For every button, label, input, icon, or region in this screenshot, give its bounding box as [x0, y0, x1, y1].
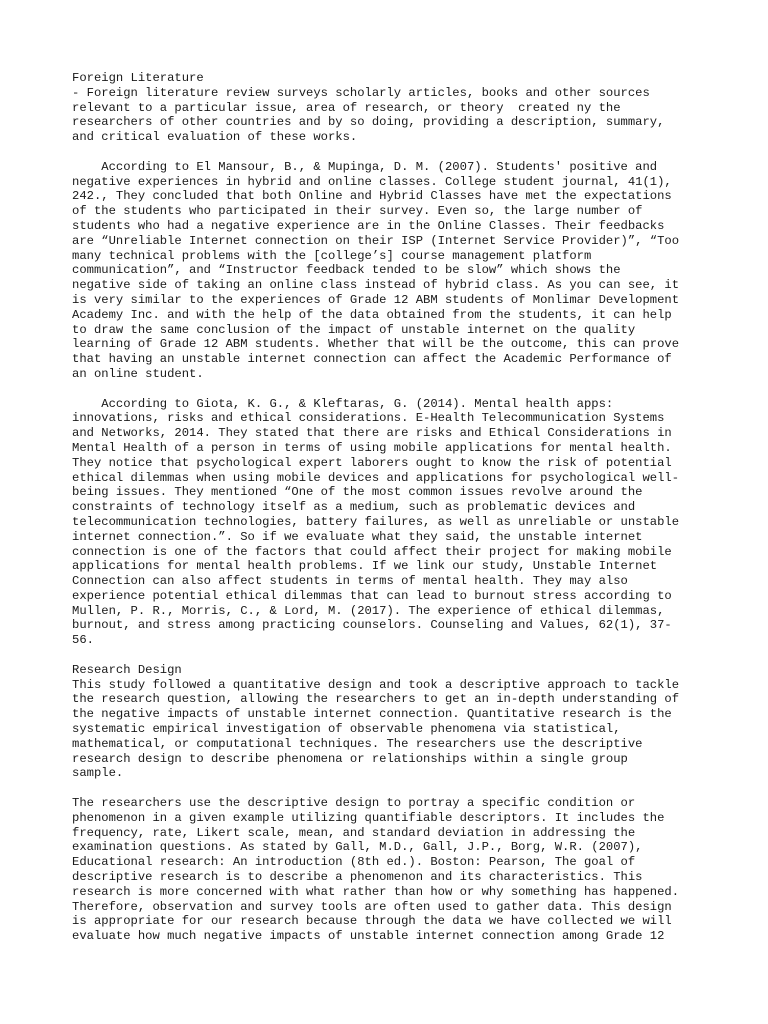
text-line: evaluate how much negative impacts of unstable internet connection among Grade 12 [72, 929, 665, 944]
document-page [72, 71, 712, 944]
text-line: Foreign Literature [72, 71, 204, 85]
text-line: The researchers use the descriptive design to portray a specific condition or [72, 796, 636, 811]
paragraph-spacer [72, 781, 712, 796]
text-line: students who had a negative experience are in the Online Classes. Their feedbacks [72, 218, 665, 233]
text-line: experience potential ethical dilemmas that can lead to burnout stress according to [72, 588, 672, 603]
text-line: many technical problems with the [college’s] course management platform [72, 248, 592, 263]
text-line: 56. [72, 633, 94, 648]
paragraph-spacer [72, 648, 712, 663]
paragraph-foreign-literature-definition [72, 86, 712, 145]
text-line: and Networks, 2014. They stated that there are risks and Ethical Considerations in [72, 426, 672, 441]
text-line: research is more concerned with what rather than how or why something has happened. [72, 884, 680, 899]
paragraph-spacer [72, 145, 712, 160]
text-line: phenomenon in a given example utilizing quantifiable descriptors. It includes the [72, 810, 665, 825]
section-heading-research-design: Research Design [72, 662, 182, 677]
text-line: are “Unreliable Internet connection on their ISP (Internet Service Provider)”, “Too [72, 233, 680, 248]
text-line: applications for mental health problems. If we link our study, Unstable Internet [72, 559, 658, 574]
paragraph-el-mansour [72, 160, 712, 382]
text-line: and critical evaluation of these works. [72, 130, 358, 145]
text-line: internet connection.”. So if we evaluate what they said, the unstable internet [72, 529, 643, 544]
text-line: negative side of taking an online class instead of hybrid class. As you can see, it [72, 278, 680, 293]
text-line: systematic empirical investigation of observable phenomena via statistical, [72, 722, 621, 737]
section-heading-foreign-literature [72, 71, 712, 86]
text-line: to draw the same conclusion of the impact of unstable internet on the quality [72, 322, 636, 337]
text-line: research design to describe phenomena or relationships within a single group [72, 751, 628, 766]
text-line: - Foreign literature review surveys scholarly articles, books and other sources [72, 85, 650, 100]
text-line: of the students who participated in their survey. Even so, the large number of [72, 204, 643, 219]
text-line: descriptive research is to describe a phenomenon and its characteristics. This [72, 870, 643, 885]
text-line: an online student. [72, 366, 204, 381]
text-line: learning of Grade 12 ABM students. Whether that will be the outcome, this can prove [72, 337, 680, 352]
paragraph-giota [72, 397, 712, 649]
paragraph-research-design [72, 663, 712, 781]
text-line: negative experiences in hybrid and online classes. College student journal, 41(1), [72, 174, 672, 189]
text-line: They notice that psychological expert laborers ought to know the risk of potential [72, 455, 672, 470]
paragraph-spacer [72, 382, 712, 397]
text-line: According to El Mansour, B., & Mupinga, D. M. (2007). Students' positive and [72, 159, 658, 174]
text-line: communication”, and “Instructor feedback tended to be slow” which shows the [72, 263, 621, 278]
text-line: mathematical, or computational techniques. The researchers use the descriptive [72, 736, 643, 751]
text-line: is appropriate for our research because through the data we have collected we will [72, 914, 672, 929]
text-line: ethical dilemmas when using mobile devices and applications for psychological well- [72, 470, 680, 485]
text-line: Academy Inc. and with the help of the data obtained from the students, it can help [72, 307, 672, 322]
text-line: that having an unstable internet connection can affect the Academic Performance of [72, 352, 672, 367]
text-line: innovations, risks and ethical considerations. E-Health Telecommunication Systems [72, 411, 665, 426]
text-line: sample. [72, 766, 124, 781]
text-line: relevant to a particular issue, area of research, or theory created ny the [72, 100, 621, 115]
text-line: examination questions. As stated by Gall, M.D., Gall, J.P., Borg, W.R. (2007), [72, 840, 643, 855]
text-line: connection is one of the factors that could affect their project for making mobile [72, 544, 672, 559]
paragraph-descriptive-design [72, 796, 712, 944]
text-line: being issues. They mentioned “One of the most common issues revolve around the [72, 485, 643, 500]
text-line: frequency, rate, Likert scale, mean, and standard deviation in addressing the [72, 825, 636, 840]
text-line: Therefore, observation and survey tools are often used to gather data. This design [72, 899, 672, 914]
text-line: the research question, allowing the researchers to get an in-depth understanding of [72, 692, 680, 707]
text-line: burnout, and stress among practicing counselors. Counseling and Values, 62(1), 37- [72, 618, 672, 633]
text-line: Connection can also affect students in terms of mental health. They may also [72, 574, 628, 589]
text-line: the negative impacts of unstable internet connection. Quantitative research is the [72, 707, 672, 722]
text-line: Educational research: An introduction (8th ed.). Boston: Pearson, The goal of [72, 855, 636, 870]
text-line: constraints of technology itself as a medium, such as problematic devices and [72, 500, 636, 515]
text-line: 242., They concluded that both Online and Hybrid Classes have met the expectations [72, 189, 672, 204]
text-line: This study followed a quantitative design and took a descriptive approach to tackle [72, 677, 680, 692]
text-line: Mullen, P. R., Morris, C., & Lord, M. (2017). The experience of ethical dilemmas, [72, 603, 665, 618]
text-line: researchers of other countries and by so doing, providing a description, summary, [72, 115, 665, 130]
text-line: is very similar to the experiences of Grade 12 ABM students of Monlimar Development [72, 292, 680, 307]
text-line: Mental Health of a person in terms of using mobile applications for mental health. [72, 440, 672, 455]
text-line: telecommunication technologies, battery failures, as well as unreliable or unstable [72, 514, 680, 529]
text-line: According to Giota, K. G., & Kleftaras, G. (2014). Mental health apps: [72, 396, 614, 411]
